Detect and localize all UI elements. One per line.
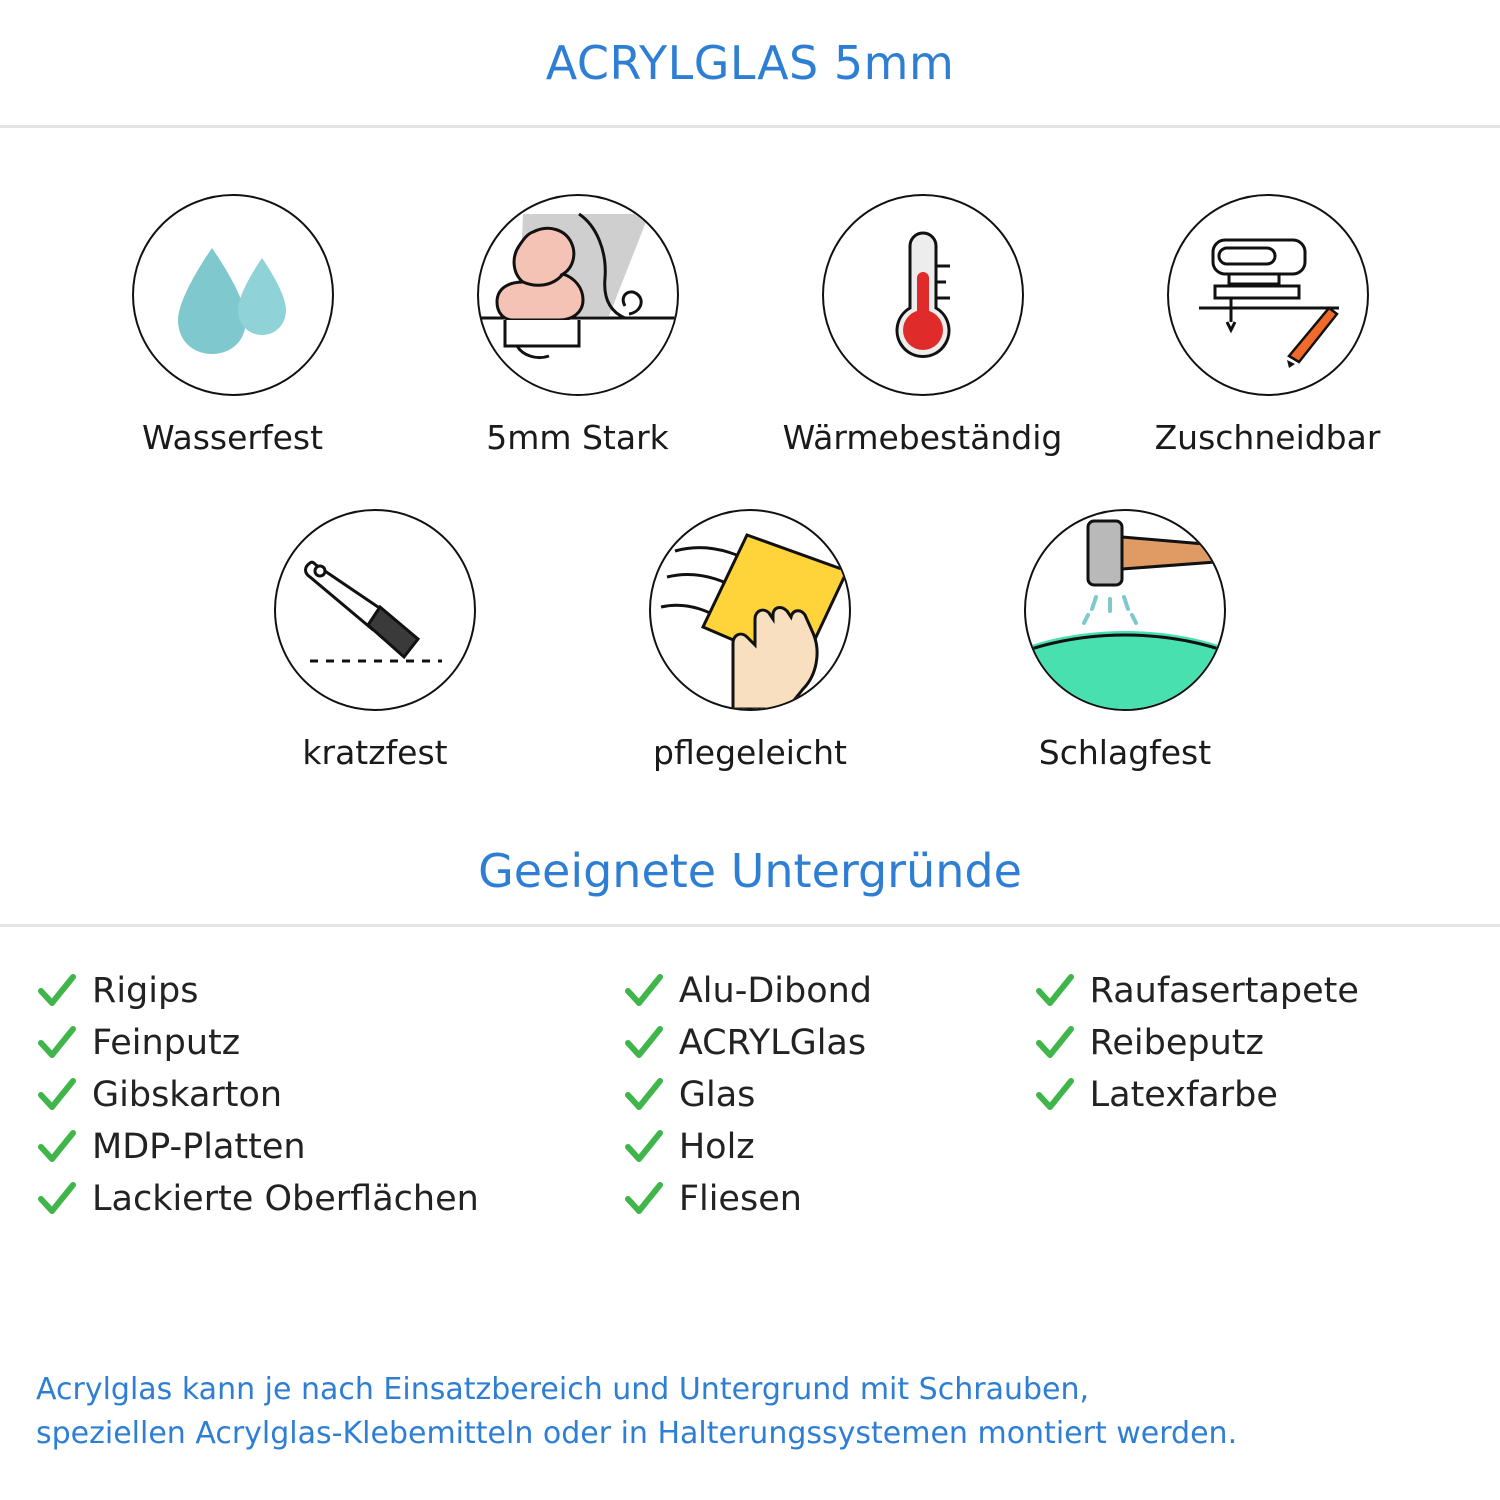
knife-scratch-icon	[274, 509, 476, 711]
list-item	[1034, 965, 1464, 1017]
list-item-label: Rigips	[92, 971, 199, 1011]
feature-kratzfest	[188, 509, 563, 772]
list-item	[36, 1173, 623, 1225]
cleaning-cloth-hand-icon	[649, 509, 851, 711]
thermometer-icon	[822, 194, 1024, 396]
check-icon	[1034, 1023, 1076, 1063]
feature-waermebestaendig	[750, 194, 1095, 457]
list-item	[623, 1121, 1034, 1173]
list-item-label: Alu-Dibond	[678, 971, 873, 1011]
list-item-label: MDP-Platten	[92, 1127, 306, 1167]
list-item	[623, 965, 1034, 1017]
feature-label: pflegeleicht	[653, 733, 847, 772]
page-header	[0, 0, 1500, 128]
section-title: Geeignete Untergründe	[478, 844, 1022, 898]
feature-label: Schlagfest	[1038, 733, 1212, 772]
list-item-label: ACRYLGlas	[678, 1023, 867, 1063]
suitable-surfaces-list	[0, 927, 1500, 1225]
feature-label: Wasserfest	[141, 418, 324, 457]
list-item-label: Reibeputz	[1089, 1023, 1264, 1063]
list-item-label: Fliesen	[678, 1179, 802, 1219]
check-icon	[623, 1023, 665, 1063]
checklist-column-1	[36, 965, 623, 1225]
feature-label: Wärmebeständig	[782, 418, 1063, 457]
check-icon	[1034, 971, 1076, 1011]
list-item	[1034, 1017, 1464, 1069]
list-item	[1034, 1069, 1464, 1121]
check-icon	[623, 1075, 665, 1115]
feature-zuschneidbar	[1095, 194, 1440, 457]
feature-pflegeleicht	[563, 509, 938, 772]
check-icon	[36, 1179, 78, 1219]
list-item-label: Glas	[678, 1075, 756, 1115]
check-icon	[36, 1127, 78, 1167]
feature-wasserfest	[60, 194, 405, 457]
feature-label: 5mm Stark	[486, 418, 669, 457]
check-icon	[623, 1179, 665, 1219]
footnote-line-2: speziellen Acrylglas-Klebemitteln oder in Halterungssystemen montiert werden.	[36, 1416, 1238, 1451]
list-item	[36, 965, 623, 1017]
feature-label: Zuschneidbar	[1154, 418, 1381, 457]
feature-5mm-stark	[405, 194, 750, 457]
strong-arm-icon	[477, 194, 679, 396]
feature-grid	[0, 128, 1500, 772]
page-title: ACRYLGLAS 5mm	[545, 35, 955, 90]
feature-row-2	[0, 509, 1500, 772]
check-icon	[1034, 1075, 1076, 1115]
list-item-label: Raufasertapete	[1089, 971, 1359, 1011]
checklist-column-2	[623, 965, 1034, 1225]
feature-row-1	[0, 194, 1500, 457]
feature-schlagfest	[938, 509, 1313, 772]
feature-label: kratzfest	[302, 733, 448, 772]
list-item	[36, 1069, 623, 1121]
list-item-label: Lackierte Oberflächen	[92, 1179, 479, 1219]
check-icon	[623, 971, 665, 1011]
check-icon	[623, 1127, 665, 1167]
list-item	[623, 1017, 1034, 1069]
list-item-label: Holz	[678, 1127, 755, 1167]
list-item	[36, 1121, 623, 1173]
list-item-label: Gibskarton	[92, 1075, 283, 1115]
check-icon	[36, 1075, 78, 1115]
hammer-impact-icon	[1024, 509, 1226, 711]
list-item	[623, 1173, 1034, 1225]
checklist-column-3	[1034, 965, 1464, 1225]
jigsaw-cutter-icon	[1167, 194, 1369, 396]
list-item	[36, 1017, 623, 1069]
water-drops-icon	[132, 194, 334, 396]
list-item-label: Latexfarbe	[1089, 1075, 1278, 1115]
section-header	[0, 844, 1500, 927]
check-icon	[36, 971, 78, 1011]
footnote-line-1: Acrylglas kann je nach Einsatzbereich und Untergrund mit Schrauben,	[36, 1372, 1090, 1407]
list-item-label: Feinputz	[92, 1023, 241, 1063]
footnote	[36, 1368, 1464, 1456]
list-item	[623, 1069, 1034, 1121]
check-icon	[36, 1023, 78, 1063]
